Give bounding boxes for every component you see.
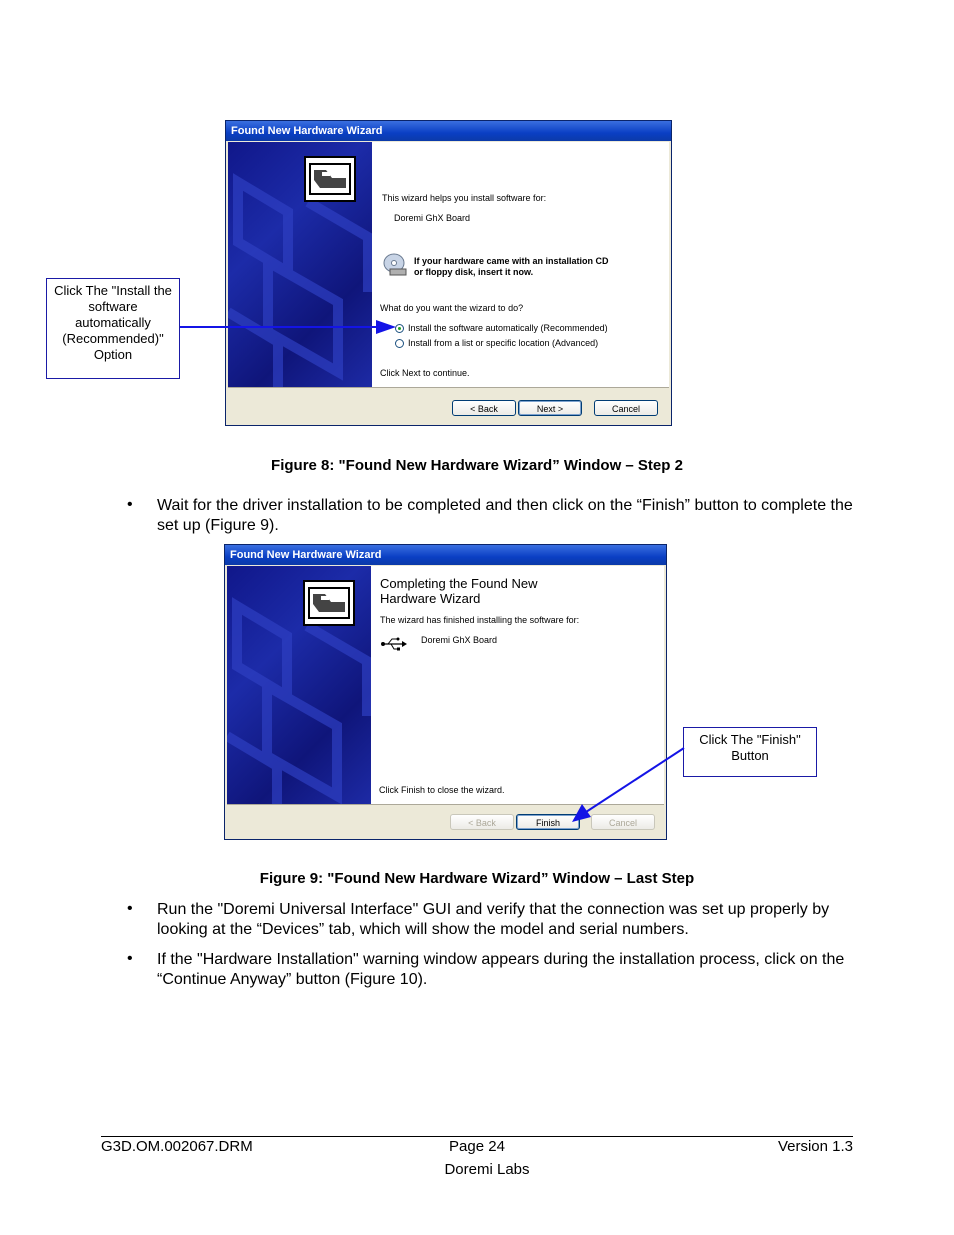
wizard-question: What do you want the wizard to do? xyxy=(380,303,524,313)
wizard-title-bar: Found New Hardware Wizard xyxy=(226,121,671,141)
hardware-icon xyxy=(304,156,356,202)
footer-version: Version 1.3 xyxy=(777,1138,853,1155)
cd-note-line2: or floppy disk, insert it now. xyxy=(414,267,534,277)
bullet-marker: • xyxy=(127,950,133,967)
next-button[interactable]: Next > xyxy=(518,400,582,416)
bullet-marker: • xyxy=(127,496,133,513)
option-install-automatically[interactable]: Install the software automatically (Recommended) xyxy=(408,323,608,333)
cancel-button[interactable]: Cancel xyxy=(594,400,658,416)
completion-heading: Completing the Found New Hardware Wizard xyxy=(380,576,538,606)
instruction-hardware-warning: If the "Hardware Installation" warning window appears during the installation process, click on the “Continue Anyway” button (Figure 10). xyxy=(157,951,845,988)
figure9-caption: Figure 9: "Found New Hardware Wizard” Window – Last Step xyxy=(259,870,695,887)
device-name: Doremi GhX Board xyxy=(421,635,498,645)
option-install-from-list[interactable]: Install from a list or specific location (Advanced) xyxy=(408,338,599,348)
wizard-window-step2 xyxy=(225,120,672,426)
cd-icon xyxy=(382,253,408,277)
finish-button[interactable]: Finish xyxy=(516,814,580,830)
back-button[interactable]: < Back xyxy=(452,400,516,416)
callout-arrow-1 xyxy=(178,318,398,338)
figure8-caption: Figure 8: "Found New Hardware Wizard” Window – Step 2 xyxy=(271,457,683,474)
instruction-verify-connection: Run the "Doremi Universal Interface" GUI and verify that the connection was set up properly by looking at the “Devices” tab, which will show the model and serial numbers. xyxy=(157,901,830,938)
bullet-marker: • xyxy=(127,900,133,917)
wizard-side-banner xyxy=(228,142,372,387)
wizard-side-banner xyxy=(227,566,371,804)
finished-text: The wizard has finished installing the software for: xyxy=(380,615,580,625)
device-name: Doremi GhX Board xyxy=(394,213,471,223)
footer-page-number: Page 24 xyxy=(449,1138,505,1155)
footer-company: Doremi Labs xyxy=(444,1161,530,1178)
cd-note-line1: If your hardware came with an installation CD xyxy=(414,256,609,266)
wizard-intro-text: This wizard helps you install software for: xyxy=(382,193,547,203)
cancel-button[interactable]: Cancel xyxy=(591,814,655,830)
callout-install-option: Click The "Install the software automatically (Recommended)" Option xyxy=(46,278,180,379)
footer-rule xyxy=(101,1136,853,1137)
wizard-content xyxy=(372,142,669,387)
usb-icon xyxy=(380,637,408,651)
instruction-finish: Wait for the driver installation to be completed and then click on the “Finish” button to complete the set up (Figure 9). xyxy=(157,497,853,534)
button-separator xyxy=(228,387,669,388)
callout-finish-button: Click The "Finish" Button xyxy=(683,727,817,777)
footer-doc-id: G3D.OM.002067.DRM xyxy=(101,1138,253,1155)
callout-arrow-2 xyxy=(560,746,690,826)
wizard-title-bar: Found New Hardware Wizard xyxy=(225,545,666,565)
radio-install-from-list[interactable] xyxy=(395,339,404,348)
hardware-icon xyxy=(303,580,355,626)
back-button[interactable]: < Back xyxy=(450,814,514,830)
close-instruction: Click Finish to close the wizard. xyxy=(379,785,505,795)
continue-instruction: Click Next to continue. xyxy=(380,368,470,378)
